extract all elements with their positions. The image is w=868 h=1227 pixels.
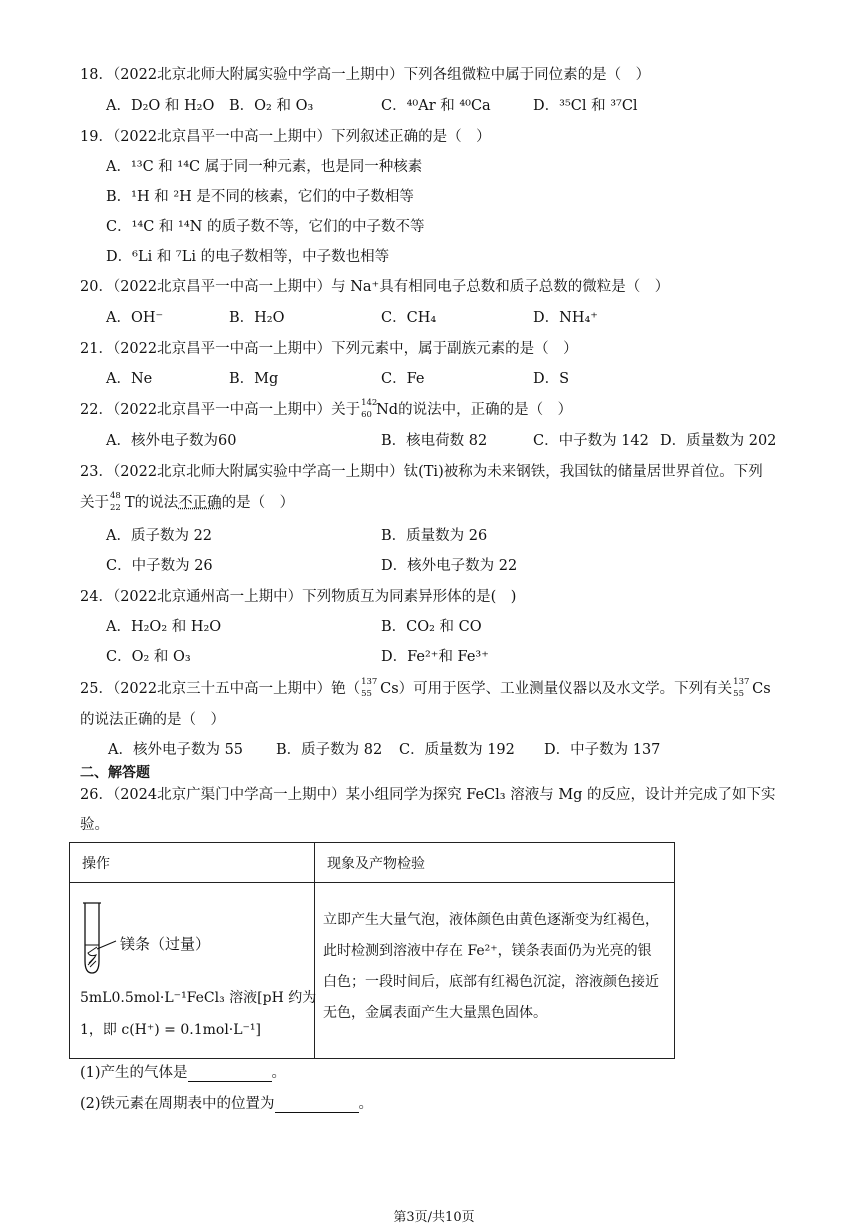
observation-cell: 立即产生大量气泡，液体颜色由黄色逐渐变为红褐色，此时检测到溶液中存在 Fe²⁺，镁条表面仍为光亮的银白色；一段时间后，底部有红褐色沉淀，溶液颜色接近无色，金属表面产生大量黑色固体。 <box>315 883 675 1059</box>
q22-atomic-number: 60 <box>361 410 372 420</box>
q24-option-d: D．Fe²⁺和 Fe³⁺ <box>381 649 489 665</box>
q23-option-a: A．质子数为 22 <box>106 528 213 544</box>
header-operation: 操作 <box>70 843 315 883</box>
q25-atomic-number: 55 <box>361 689 372 699</box>
q22-mass-number: 142 <box>361 398 378 408</box>
q18-option-c: C．⁴⁰Ar 和 ⁴⁰Ca <box>381 98 491 114</box>
q19-stem: 19．（2022北京昌平一中高一上期中）下列叙述正确的是（ ） <box>80 129 491 145</box>
q19-option-c: C．¹⁴C 和 ¹⁴N 的质子数不等，它们的中子数不等 <box>106 219 425 235</box>
q24-option-b: B．CO₂ 和 CO <box>381 619 482 635</box>
q26-sub1-text: (1)产生的气体是 <box>80 1065 188 1081</box>
q25-mass-number: 137 <box>361 677 378 687</box>
q26-sub2-end: 。 <box>358 1096 374 1112</box>
section-heading: 二、解答题 <box>80 765 150 781</box>
q21-option-b: B．Mg <box>229 371 279 387</box>
q24-option-c: C．O₂ 和 O₃ <box>106 649 191 665</box>
q23-stem-pre: 关于 <box>80 495 109 511</box>
q23-stem-mid: 的说法 <box>134 495 179 511</box>
q25-mass-number-2: 137 <box>733 677 750 687</box>
q22-stem-post: 的说法中，正确的是（ ） <box>398 402 573 418</box>
q22-stem <box>80 398 573 420</box>
q18-option-b: B．O₂ 和 O₃ <box>229 98 314 114</box>
q18-stem: 18．（2022北京北师大附属实验中学高一上期中）下列各组微粒中属于同位素的是（ ） <box>80 67 651 83</box>
q25-atomic-number-2: 55 <box>733 689 744 699</box>
solution-line2: 1，即 c(H⁺) = 0.1mol·L⁻¹] <box>80 1022 262 1038</box>
q22-stem-pre: 22．（2022北京昌平一中高一上期中）关于 <box>80 402 361 418</box>
q26-sub2 <box>80 1095 373 1113</box>
q25-stem-line2: 的说法正确的是（ ） <box>80 712 225 728</box>
q20-option-c: C．CH₄ <box>381 310 437 326</box>
q20-option-b: B．H₂O <box>229 310 285 326</box>
q26-sub1-answer-blank[interactable] <box>188 1067 272 1082</box>
q25-nuclide <box>360 677 380 699</box>
q21-option-d: D．S <box>533 371 570 387</box>
experiment-table <box>69 842 675 1059</box>
q26-sub2-answer-blank[interactable] <box>275 1098 359 1113</box>
q19-option-b: B．¹H 和 ²H 是不同的核素，它们的中子数相等 <box>106 189 414 205</box>
operation-cell <box>70 883 315 1059</box>
q23-emphasis: 不正确 <box>178 495 222 511</box>
q25-stem-mid: ）可用于医学、工业测量仪器以及水文学。下列有关 <box>398 681 733 697</box>
q23-option-b: B．质量数为 26 <box>381 528 488 544</box>
q23-stem-line2 <box>80 491 295 513</box>
q20-option-d: D．NH₄⁺ <box>533 310 598 326</box>
tube-label: 镁条（过量） <box>120 935 211 953</box>
q22-nuclide <box>360 398 378 420</box>
q19-option-d: D．⁶Li 和 ⁷Li 的电子数相等，中子数也相等 <box>106 249 390 265</box>
header-observation: 现象及产物检验 <box>315 843 675 883</box>
q23-nuclide <box>109 491 125 513</box>
q23-symbol: T <box>125 495 135 511</box>
q18-option-a: A．D₂O 和 H₂O <box>106 98 215 114</box>
q18-option-d: D．³⁵Cl 和 ³⁷Cl <box>533 98 638 114</box>
q21-option-c: C．Fe <box>381 371 425 387</box>
page-footer: 第3页/共10页 <box>393 1210 475 1225</box>
q25-option-b: B．质子数为 82 <box>276 742 383 758</box>
q22-option-b: B．核电荷数 82 <box>381 433 488 449</box>
q25-symbol: Cs <box>380 681 399 697</box>
q25-stem-line1 <box>80 677 771 699</box>
q25-option-c: C．质量数为 192 <box>399 742 515 758</box>
q23-mass-number: 48 <box>110 491 121 501</box>
q22-option-d: D．质量数为 202 <box>660 433 777 449</box>
q24-option-a: A．H₂O₂ 和 H₂O <box>106 619 222 635</box>
q26-stem-line1: 26．（2024北京广渠门中学高一上期中）某小组同学为探究 FeCl₃ 溶液与 Mg 的反应，设计并完成了如下实 <box>80 787 776 803</box>
q26-stem-line2: 验。 <box>80 817 109 833</box>
q26-sub1-end: 。 <box>271 1065 287 1081</box>
q21-option-a: A．Ne <box>106 371 153 387</box>
table-body-row <box>70 883 675 1059</box>
q25-symbol-2: Cs <box>752 681 771 697</box>
q23-option-d: D．核外电子数为 22 <box>381 558 518 574</box>
q21-stem: 21．（2022北京昌平一中高一上期中）下列元素中，属于副族元素的是（ ） <box>80 341 578 357</box>
q25-stem-pre: 25．（2022北京三十五中高一上期中）铯（ <box>80 681 361 697</box>
solution-line1: 5mL0.5mol·L⁻¹FeCl₃ 溶液[pH 约为 <box>80 990 317 1006</box>
q20-option-a: A．OH⁻ <box>106 310 164 326</box>
q20-stem: 20．（2022北京昌平一中高一上期中）与 Na⁺具有相同电子总数和质子总数的微粒是（ ） <box>80 279 670 295</box>
q24-stem: 24．（2022北京通州高一上期中）下列物质互为同素异形体的是( ) <box>80 589 517 605</box>
table-header-row <box>70 843 675 883</box>
q25-nuclide-2 <box>732 677 752 699</box>
q23-stem-line1: 23．（2022北京北师大附属实验中学高一上期中）钛(Ti)被称为未来钢铁，我国钛的储量居世界首位。下列 <box>80 464 763 480</box>
q22-symbol: Nd <box>376 402 399 418</box>
q26-sub1 <box>80 1064 286 1082</box>
q25-option-a: A．核外电子数为 55 <box>108 742 244 758</box>
q19-option-a: A．¹³C 和 ¹⁴C 属于同一种元素，也是同一种核素 <box>106 159 423 175</box>
q23-option-c: C．中子数为 26 <box>106 558 213 574</box>
q23-atomic-number: 22 <box>110 503 121 513</box>
q22-option-a: A．核外电子数为60 <box>106 433 237 449</box>
q23-stem-post: 的是（ ） <box>221 495 295 511</box>
q25-option-d: D．中子数为 137 <box>544 742 661 758</box>
q22-option-c: C．中子数为 142 <box>533 433 649 449</box>
q26-sub2-text: (2)铁元素在周期表中的位置为 <box>80 1096 275 1112</box>
